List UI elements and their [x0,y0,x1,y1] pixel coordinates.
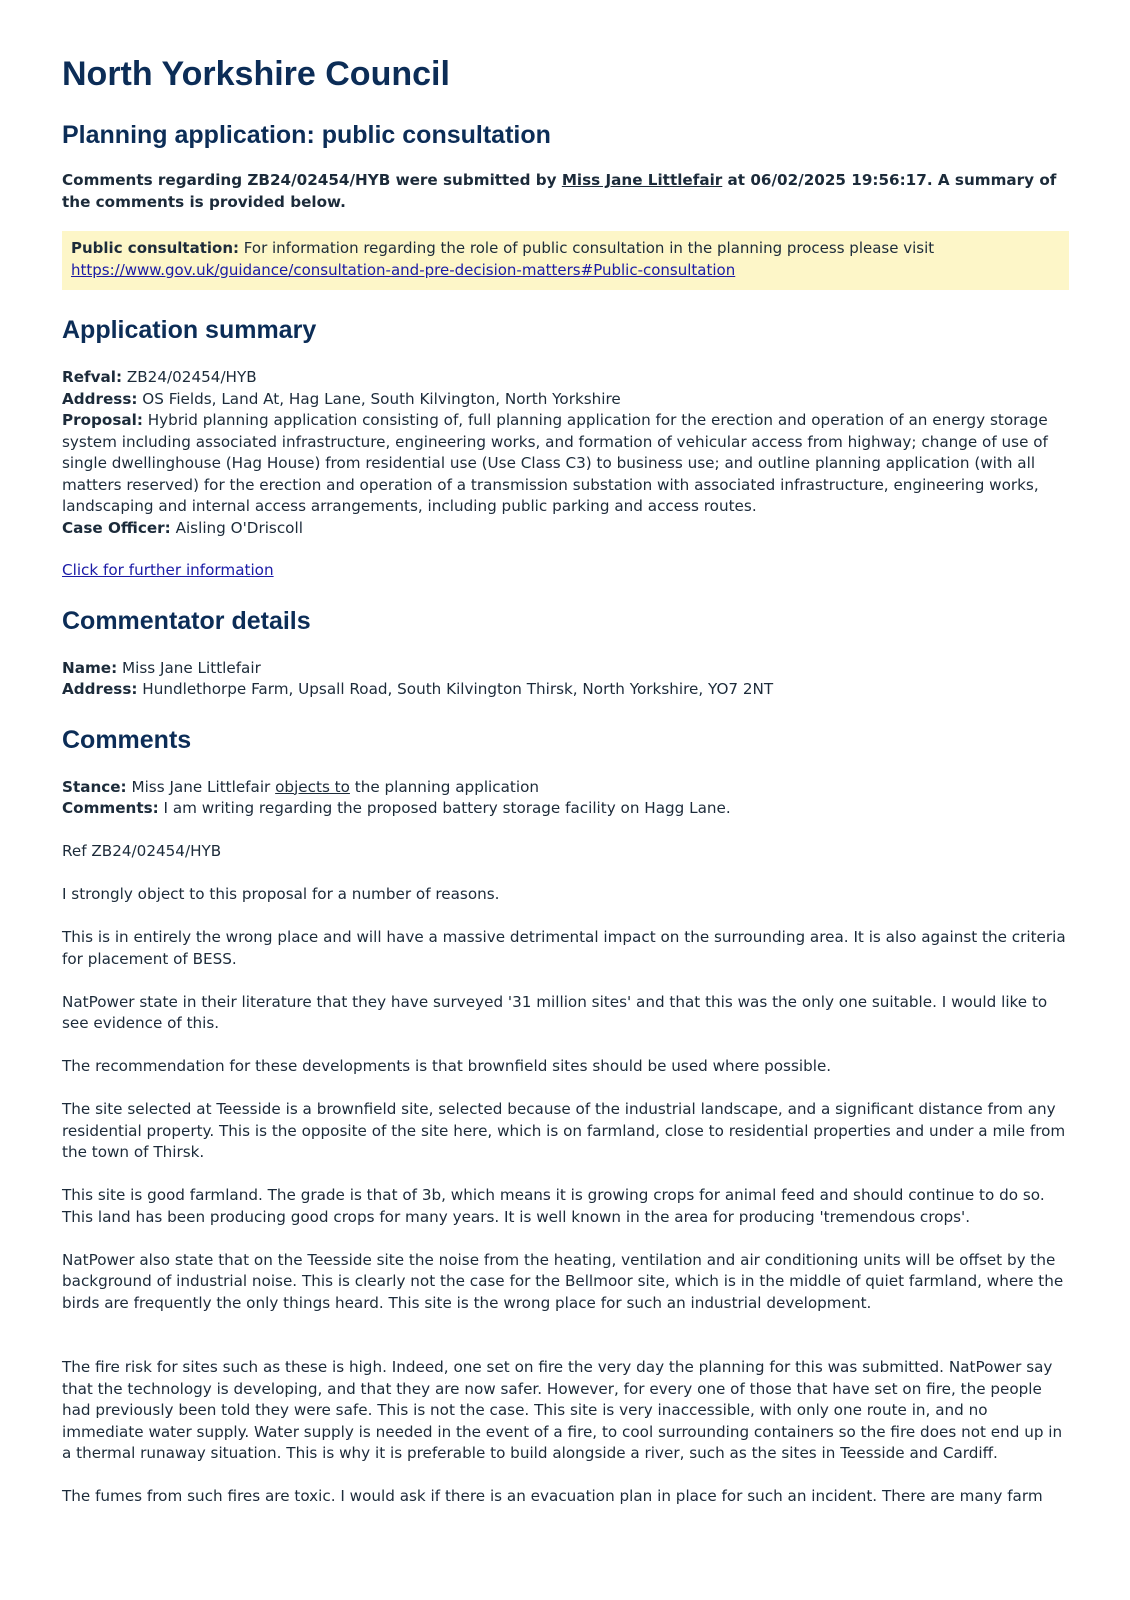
comment-paragraph: The fire risk for sites such as these is high. Indeed, one set on fire the very day the planning for this was submitted. NatPower say that the technology is developing, and that they are now safer. However, for every one of those that have set on fire, the people had previously been told they were safe. This is not the case. This site is very inaccessible, with only one route in, and no immediate water supply. Water supply is needed in the event of a fire, to cool surrounding containers so the fire does not end up in a thermal runaway situation. This is why it is preferable to build alongside a river, such as the sites in Teesside and Cardiff. [62,1358,1063,1462]
comments-heading: Comments [62,725,192,754]
comment-paragraph: NatPower state in their literature that they have surveyed '31 million sites' and that this was the only one suitable. I would like to see evidence of this. [62,992,1048,1032]
guidance-link[interactable]: https://www.gov.uk/guidance/consultation-and-pre-decision-matters#Public-consultation [71,260,736,279]
comment-paragraph: Ref ZB24/02454/HYB [62,842,222,860]
submission-intro [62,169,1069,213]
comment-paragraph: I strongly object to this proposal for a number of reasons. [62,885,500,903]
commentator-address: Hundlethorpe Farm, Upsall Road, South Kilvington Thirsk, North Yorkshire, YO7 2NT [137,680,774,698]
stance-suffix: the planning application [349,777,540,796]
address-label: Address: [62,389,138,408]
commentator-address-label: Address: [62,680,138,698]
refval-row [62,367,1069,389]
stance-row [62,777,1069,799]
intro-suffix: at 06/02/2025 19:56:17. A summary of the comments is provided below. [62,171,1057,211]
case-officer-label: Case Officer: [62,518,171,537]
address-row [62,389,1069,411]
further-information-link[interactable]: Click for further information [62,561,274,579]
application-summary-heading: Application summary [62,316,317,344]
comment-paragraph: The site selected at Teesside is a brownfield site, selected because of the industrial landscape, and a significant distance from any residential property. This is the opposite of the site here, which is on farmland, close to residential properties and under a mile from the town of Thirsk. [62,1100,1066,1161]
comment-paragraph: This site is good farmland. The grade is that of 3b, which means it is growing crops for animal feed and should continue to do so. This land has been producing good crops for many years. It is well known in the area for producing 'tremendous crops'. [62,1186,1045,1226]
comments-row [62,798,1069,820]
refval-label: Refval: [62,368,123,386]
proposal-value: Hybrid planning application consisting of, full planning application for the erection and operation of an energy storage system including associated infrastructure, engineering works, and formation of vehicular access from highway; change of use of single dwellinghouse (Hag House) from residential use (Use Class C3) to business use; and outline planning application (with all matters reserved) for the erection and operation of a transmission substation with associated infrastructure, engineering works, landscaping and internal access arrangements, including public parking and access routes. [62,411,1048,515]
application-summary [62,367,1069,582]
address-value: OS Fields, Land At, Hag Lane, South Kilvington, North Yorkshire [137,389,621,408]
case-officer-row [62,518,1069,540]
page-title: Planning application: public consultation [62,121,551,149]
council-title: North Yorkshire Council [62,55,450,93]
proposal-row [62,410,1069,518]
comment-paragraph: The recommendation for these developments is that brownfield sites should be used where possible. [62,1057,832,1075]
stance-prefix: Miss Jane Littlefair [126,777,276,796]
stance-label: Stance: [62,777,127,796]
notice-label: Public consultation: [71,239,240,257]
intro-prefix: Comments regarding ZB24/02454/HYB were submitted by [62,171,562,189]
commentator-name-row [62,658,1069,680]
commentator-address-row [62,679,1069,701]
comments-section [62,777,1069,1508]
notice-text: For information regarding the role of public consultation in the planning process please visit [239,239,935,257]
consultation-notice [62,231,1069,290]
commentator-name: Miss Jane Littlefair [117,658,261,677]
proposal-label: Proposal: [62,411,143,429]
comment-paragraph: NatPower also state that on the Teesside site the noise from the heating, ventilation and air conditioning units will be offset by the background of industrial noise. This is clearly not the case for the Bellmoor site, which is in the middle of quiet farmland, where the birds are frequently the only things heard. This site is the wrong place for such an industrial development. [62,1250,1064,1312]
comments-label: Comments: [62,799,159,817]
stance-link[interactable]: objects to [275,777,350,796]
document-page [62,50,1069,1508]
comment-paragraph: The fumes from such fires are toxic. I would ask if there is an evacuation plan in place for such an incident. There are many farm [62,1487,1043,1505]
author-link[interactable]: Miss Jane Littlefair [561,171,723,189]
case-officer-value: Aisling O'Driscoll [170,518,303,537]
comments-first-line: I am writing regarding the proposed battery storage facility on Hagg Lane. [158,799,731,817]
commentator-details [62,658,1069,701]
refval-value: ZB24/02454/HYB [122,368,257,386]
commentator-heading: Commentator details [62,606,311,635]
comment-paragraph: This is in entirely the wrong place and will have a massive detrimental impact on the surrounding area. It is also against the criteria for placement of BESS. [62,928,1066,968]
commentator-name-label: Name: [62,658,118,677]
